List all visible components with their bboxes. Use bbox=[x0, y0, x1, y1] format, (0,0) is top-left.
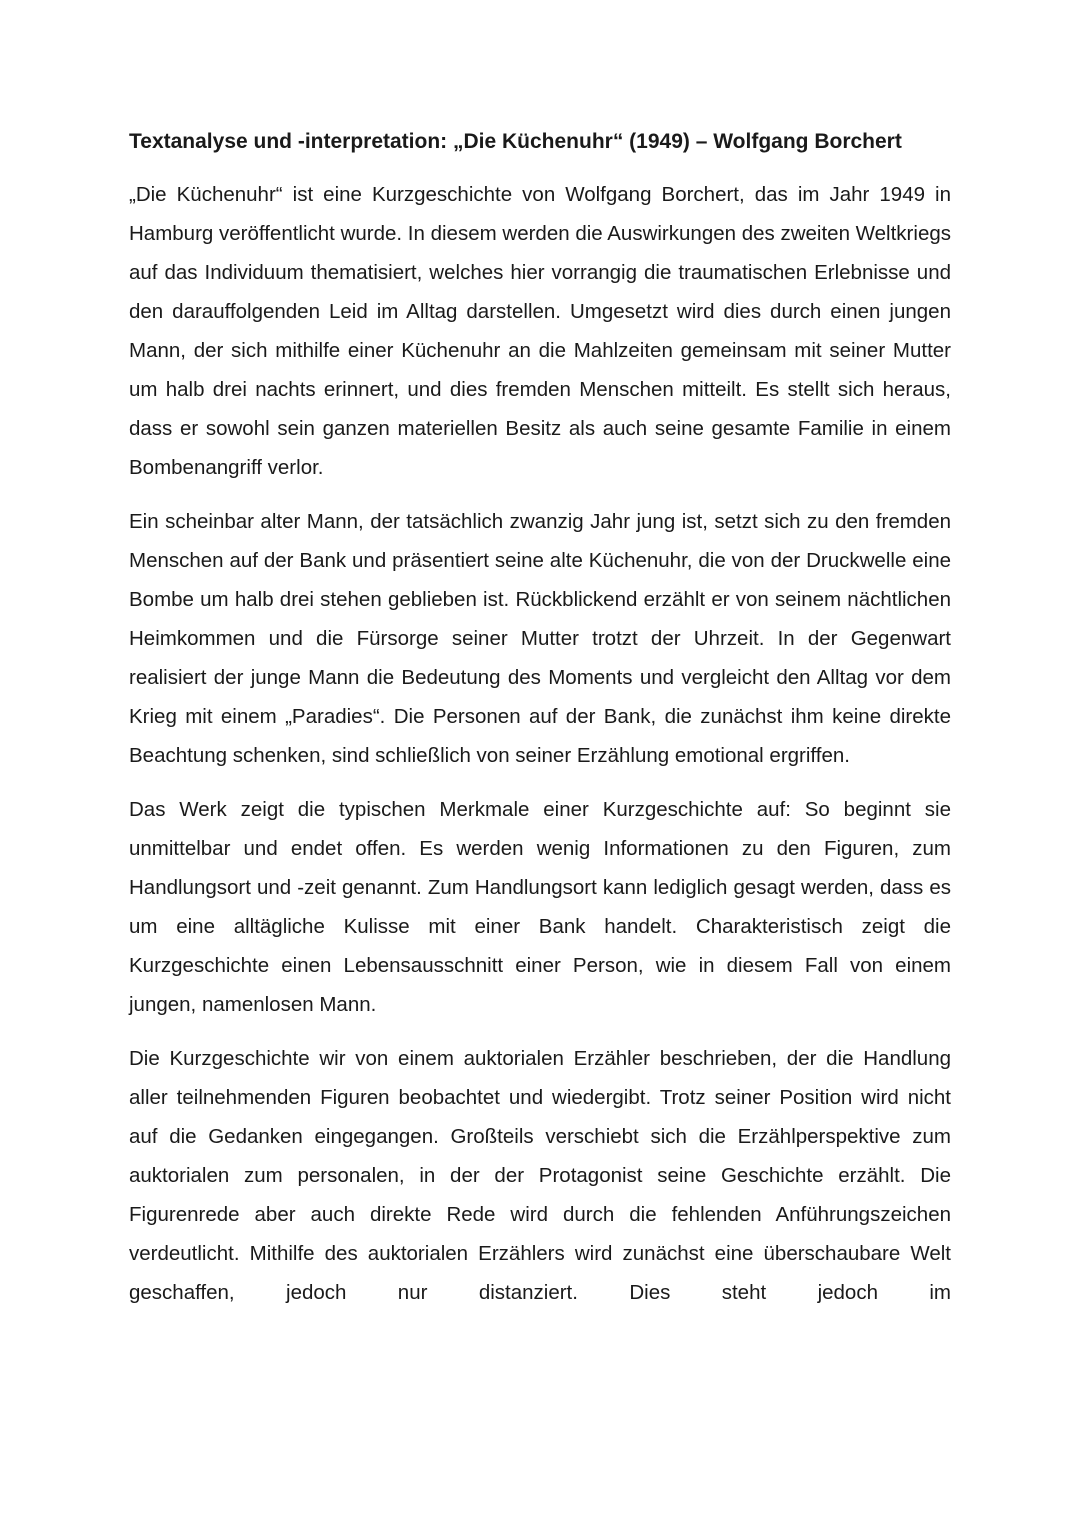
document-page bbox=[129, 122, 951, 1327]
paragraph-introduction: „Die Küchenuhr“ ist eine Kurzgeschichte von Wolfgang Borchert, das im Jahr 1949 in Hamburg veröffentlicht wurde. In diesem werden die Auswirkungen des zweiten Weltkriegs auf das Individuum thematisiert, welches hier vorrangig die traumatischen Erlebnisse und den darauffolgenden Leid im Alltag darstellen. Umgesetzt wird dies durch einen jungen Mann, der sich mithilfe einer Küchenuhr an die Mahlzeiten gemeinsam mit seiner Mutter um halb drei nachts erinnert, und dies fremden Menschen mitteilt. Es stellt sich heraus, dass er sowohl sein ganzen materiellen Besitz als auch seine gesamte Familie in einem Bombenangriff verlor. bbox=[129, 183, 951, 479]
paragraph-narrator: Die Kurzgeschichte wir von einem auktorialen Erzähler beschrieben, der die Handlung aller teilnehmenden Figuren beobachtet und wiedergibt. Trotz seiner Position wird nicht auf die Gedanken eingegangen. Großteils verschiebt sich die Erzählperspektive zum auktorialen zum personalen, in der der Protagonist seine Geschichte erzählt. Die Figurenrede aber auch direkte Rede wird durch die fehlenden Anführungszeichen verdeutlicht. Mithilfe des auktorialen Erzählers wird zunächst eine überschaubare Welt geschaffen, jedoch nur distanziert. Dies steht jedoch im bbox=[129, 1047, 951, 1304]
document-title: Textanalyse und -interpretation: „Die Küchenuhr“ (1949) – Wolfgang Borchert bbox=[129, 130, 902, 153]
paragraph-summary: Ein scheinbar alter Mann, der tatsächlich zwanzig Jahr jung ist, setzt sich zu den fremden Menschen auf der Bank und präsentiert seine alte Küchenuhr, die von der Druckwelle eine Bombe um halb drei stehen geblieben ist. Rückblickend erzählt er von seinem nächtlichen Heimkommen und die Fürsorge seiner Mutter trotzt der Uhrzeit. In der Gegenwart realisiert der junge Mann die Bedeutung des Moments und vergleicht den Alltag vor dem Krieg mit einem „Paradies“. Die Personen auf der Bank, die zunächst ihm keine direkte Beachtung schenken, sind schließlich von seiner Erzählung emotional ergriffen. bbox=[129, 510, 951, 767]
paragraph-characteristics: Das Werk zeigt die typischen Merkmale einer Kurzgeschichte auf: So beginnt sie unmittelbar und endet offen. Es werden wenig Informationen zu den Figuren, zum Handlungsort und -zeit genannt. Zum Handlungsort kann lediglich gesagt werden, dass es um eine alltägliche Kulisse mit einer Bank handelt. Charakteristisch zeigt die Kurzgeschichte einen Lebensausschnitt einer Person, wie in diesem Fall von einem jungen, namenlosen Mann. bbox=[129, 798, 951, 1016]
